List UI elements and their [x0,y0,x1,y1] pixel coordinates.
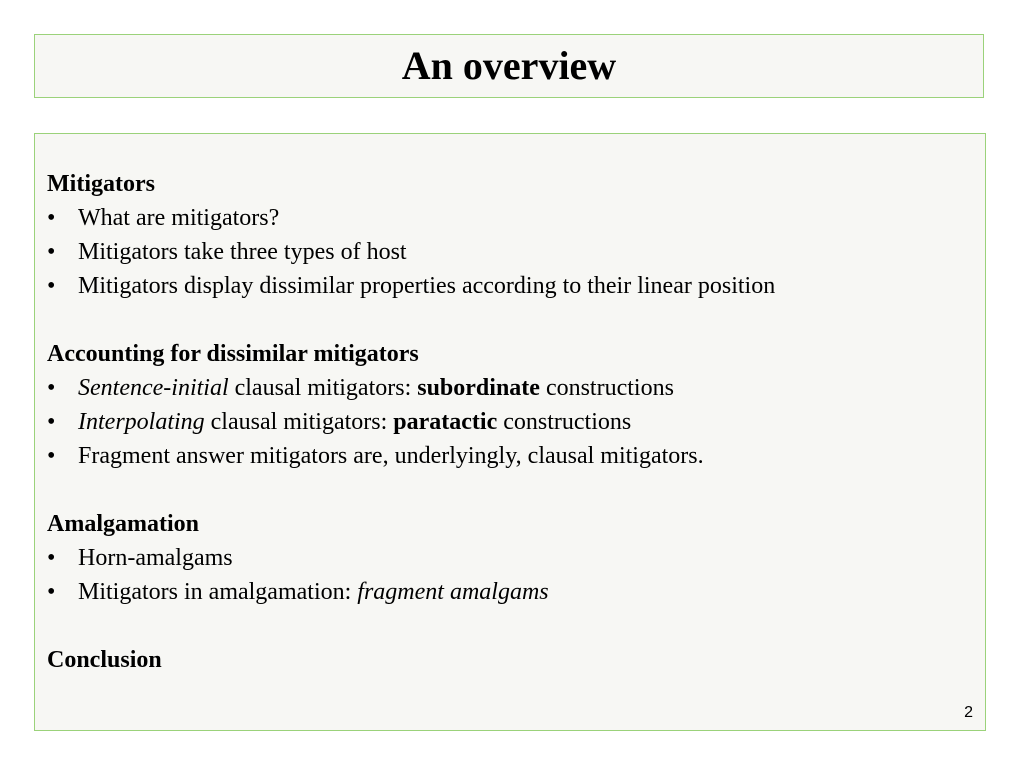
spacer [47,609,973,643]
bullet-icon: • [47,409,56,435]
list-item [47,201,973,235]
italic-term: Interpolating [78,409,205,435]
bullet-icon: • [47,579,56,605]
mitigators-list [47,201,973,303]
italic-term: Sentence-initial [78,375,229,401]
content-box [34,133,986,731]
list-item-text: constructions [539,375,674,401]
slide-title: An overview [401,43,617,88]
bullet-icon: • [47,545,56,571]
section-heading-accounting: Accounting for dissimilar mitigators [47,341,419,367]
bullet-icon: • [47,443,56,469]
list-item-text: Mitigators in amalgamation: [78,579,358,605]
bold-term: subordinate [417,375,540,401]
list-item-text: clausal mitigators: [204,409,394,435]
list-item [47,439,973,473]
list-item-text: What are mitigators? [78,205,280,231]
list-item-text: clausal mitigators: [228,375,418,401]
accounting-list [47,371,973,473]
list-item-text: Mitigators take three types of host [78,239,407,265]
list-item-text: Horn-amalgams [78,545,233,571]
bullet-icon: • [47,375,56,401]
spacer [47,473,973,507]
amalgamation-list [47,541,973,609]
title-box [34,34,984,98]
section-heading-amalgamation: Amalgamation [47,511,199,537]
page-number: 2 [964,704,973,721]
bullet-icon: • [47,239,56,265]
list-item-text: Mitigators display dissimilar properties according to their linear position [78,273,776,299]
list-item [47,235,973,269]
section-heading-mitigators: Mitigators [47,171,155,197]
list-item-text: Fragment answer mitigators are, underlyingly, clausal mitigators. [78,443,704,469]
content-body [47,167,973,677]
list-item-text: constructions [497,409,632,435]
section-heading-conclusion: Conclusion [47,647,162,673]
list-item [47,405,973,439]
list-item [47,541,973,575]
bullet-icon: • [47,205,56,231]
bold-term: paratactic [393,409,498,435]
italic-term: fragment amalgams [357,579,549,605]
spacer [47,303,973,337]
bullet-icon: • [47,273,56,299]
list-item [47,269,973,303]
list-item [47,371,973,405]
list-item [47,575,973,609]
